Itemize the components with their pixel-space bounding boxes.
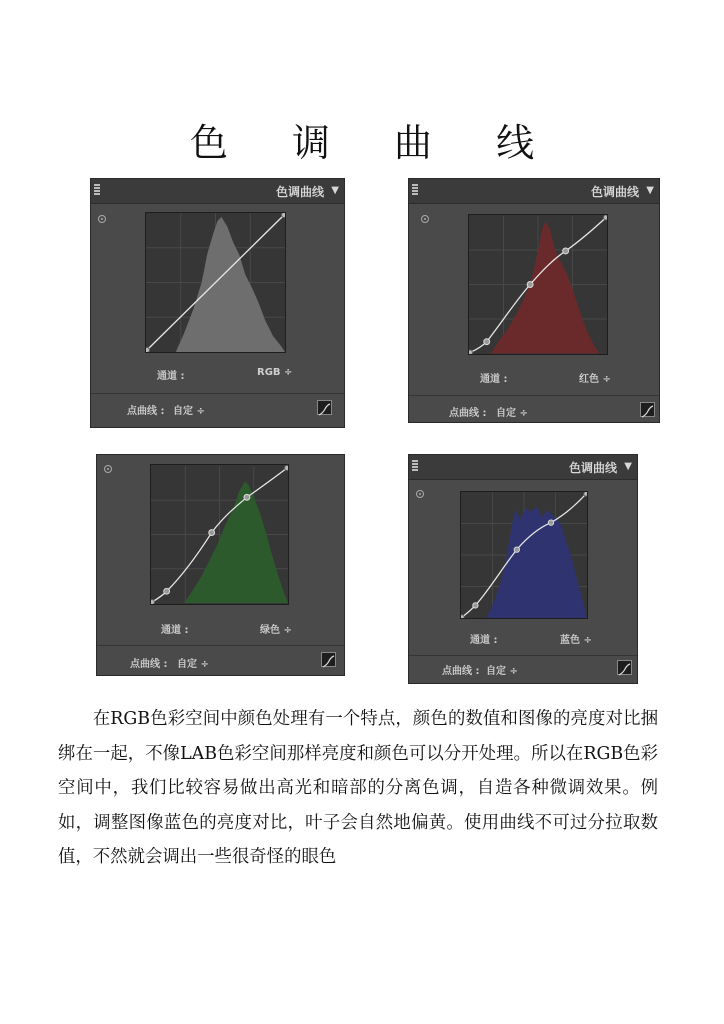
channel-select[interactable]: RGB ÷: [257, 367, 293, 378]
curve-point[interactable]: [145, 348, 149, 353]
tone-curve-panel-rgb: [90, 178, 345, 428]
curve-point[interactable]: [604, 215, 608, 220]
panel-title: 色调曲线: [275, 185, 324, 199]
divider: [91, 393, 344, 394]
triangle-down-icon[interactable]: ▼: [331, 185, 339, 196]
divider: [409, 655, 637, 656]
point-curve-label: 点曲线 :: [442, 666, 480, 677]
target-icon[interactable]: [104, 465, 112, 473]
channel-select[interactable]: 绿色 ÷: [260, 625, 292, 636]
body-paragraph: 在RGB色彩空间中颜色处理有一个特点，颜色的数值和图像的亮度对比捆绑在一起，不像LAB色彩空间那样亮度和颜色可以分开处理。所以在RGB色彩空间中，我们比较容易做出高光和暗部的分离色调，自造各种微调效果。例如，调整图像蓝色的亮度对比，叶子会自然地偏黄。使用曲线不可过分拉取数值，不然就会调出一些很奇怪的眼色: [58, 709, 658, 867]
channel-label: 通道 :: [480, 374, 508, 385]
tone-curve-panel-blue: [408, 454, 638, 684]
curve-point[interactable]: [563, 248, 569, 254]
curve-edit-icon[interactable]: [617, 660, 632, 675]
page-title: 色 调 曲 线: [189, 121, 561, 165]
point-curve-select[interactable]: 自定 ÷: [496, 408, 528, 419]
curve-point[interactable]: [209, 530, 215, 536]
curve-graph[interactable]: [145, 212, 286, 353]
curve-point[interactable]: [244, 494, 250, 500]
curve-point[interactable]: [548, 520, 553, 525]
panel-title: 色调曲线: [590, 185, 639, 199]
histogram: [146, 217, 285, 352]
tone-curve-panel-red: [408, 178, 660, 423]
panel-header[interactable]: [91, 179, 344, 204]
curve-point[interactable]: [514, 547, 519, 552]
curve-point[interactable]: [468, 350, 472, 355]
triangle-down-icon[interactable]: ▼: [646, 185, 654, 196]
divider: [97, 645, 344, 646]
tone-curve-panel-green: [96, 454, 345, 676]
point-curve-select[interactable]: 自定 ÷: [486, 666, 518, 677]
panel-header[interactable]: [409, 455, 637, 480]
channel-select[interactable]: 蓝色 ÷: [560, 635, 592, 646]
curve-graph[interactable]: [460, 491, 588, 619]
point-curve-label: 点曲线 :: [449, 408, 487, 419]
curve-point[interactable]: [164, 588, 170, 594]
curve-point[interactable]: [282, 213, 286, 218]
grip-icon[interactable]: [94, 184, 100, 195]
curve-point[interactable]: [527, 282, 533, 288]
panel-header[interactable]: [409, 179, 659, 204]
triangle-down-icon[interactable]: ▼: [624, 461, 632, 472]
target-icon[interactable]: [421, 215, 429, 223]
histogram: [469, 221, 599, 353]
panel-title: 色调曲线: [568, 461, 617, 475]
grip-icon[interactable]: [412, 460, 418, 471]
target-icon[interactable]: [98, 215, 106, 223]
point-curve-select[interactable]: 自定 ÷: [173, 406, 205, 417]
point-curve-label: 点曲线 :: [130, 659, 168, 670]
channel-label: 通道 :: [157, 371, 185, 382]
curve-point[interactable]: [484, 339, 490, 345]
curve-point[interactable]: [460, 615, 464, 619]
grip-icon[interactable]: [412, 184, 418, 195]
curve-edit-icon[interactable]: [640, 402, 655, 417]
channel-label: 通道 :: [161, 625, 189, 636]
point-curve-label: 点曲线 :: [127, 406, 165, 417]
point-curve-select[interactable]: 自定 ÷: [177, 659, 209, 670]
curve-point[interactable]: [285, 466, 289, 471]
channel-label: 通道 :: [470, 635, 498, 646]
curve-point[interactable]: [150, 600, 154, 605]
divider: [409, 395, 659, 396]
curve-graph[interactable]: [468, 214, 608, 355]
channel-select[interactable]: 红色 ÷: [579, 374, 611, 385]
curve-point[interactable]: [584, 492, 588, 497]
target-icon[interactable]: [416, 490, 424, 498]
curve-edit-icon[interactable]: [321, 652, 336, 667]
curve-point[interactable]: [473, 603, 478, 608]
curve-graph[interactable]: [150, 464, 289, 605]
curve-edit-icon[interactable]: [317, 400, 332, 415]
